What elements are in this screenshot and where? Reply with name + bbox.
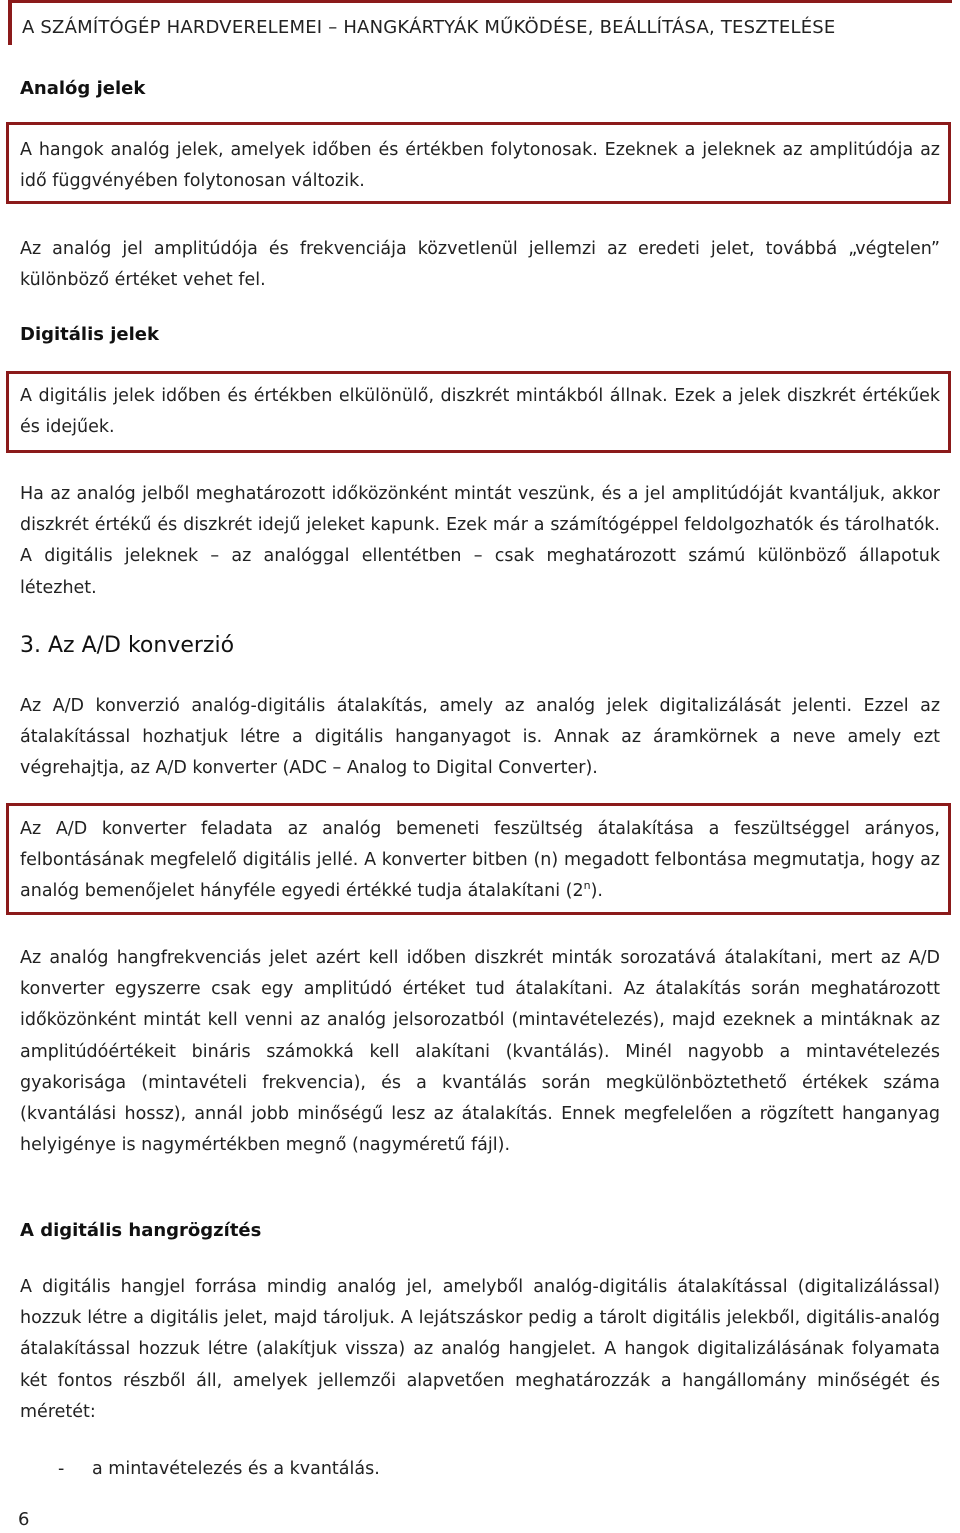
ad-converter-definition <box>20 814 940 908</box>
superscript-n: n <box>583 879 591 893</box>
list-item-text: a mintavételezés és a kvantálás. <box>92 1459 380 1479</box>
sampling-paragraph: Az analóg hangfrekvenciás jelet azért kell időben diszkrét minták sorozatává átalakítani, mert az A/D konverter egyszerre csak egy amplitúdó értéket tud átalakítani. Az átalakítás során meghatározott időközönként mintát kell venni az analóg jelsorozatból (mintavételezés), majd ezeknek a mintáknak az amplitúdóértékeit bináris számokká kell alakítani (kvantálás). Minél nagyobb a mintavételezés gyakorisága (mintavételi frekvencia), és a kvantálás során megkülönböztethető értékek száma (kvantálási hossz), annál jobb minőségű lesz az átalakítás. Ennek megfelelően a rögzített hanganyag helyigénye is nagymértékben megnő (nagyméretű fájl). <box>20 948 940 1156</box>
header-accent-bar <box>8 3 12 45</box>
heading-digital-signals: Digitális jelek <box>20 324 159 345</box>
digital-definition-text: A digitális jelek időben és értékben elkülönülő, diszkrét mintákból állnak. Ezek a jelek diszkrét értékűek és idejűek. <box>20 386 940 438</box>
page-number: 6 <box>18 1509 30 1530</box>
ad-converter-text-end: ). <box>590 881 603 902</box>
highlight-box-ad-converter <box>6 803 951 915</box>
highlight-box-digital <box>6 371 951 453</box>
list-dash: - <box>58 1459 65 1479</box>
highlight-box-analog <box>6 122 951 204</box>
ad-converter-text: Az A/D konverter feladata az analóg bemeneti feszültség átalakítása a feszültséggel arányos, felbontásának megfelelő digitális jellé. A konverter bitben (n) megadott felbontása megmutatja, hogy az analóg bemenőjelet hányféle egyedi értékké tudja átalakítani (2 <box>20 819 940 902</box>
ad-conversion-paragraph: Az A/D konverzió analóg-digitális átalakítás, amely az analóg jelek digitalizálását jelenti. Ezzel az átalakítással hozhatjuk létre a digitális hanganyagot is. Annak az áramkörnek a neve amely ezt végrehajtja, az A/D konverter (ADC – Analog to Digital Converter). <box>20 696 940 779</box>
heading-digital-recording: A digitális hangrögzítés <box>20 1220 262 1241</box>
analog-paragraph: Az analóg jel amplitúdója és frekvenciája közvetlenül jellemzi az eredeti jelet, továbbá „végtelen” különböző értéket vehet fel. <box>20 239 940 291</box>
heading-analog-signals: Analóg jelek <box>20 78 146 99</box>
digital-recording-paragraph: A digitális hangjel forrása mindig analóg jel, amelyből analóg-digitális átalakítással (digitalizálással) hozzuk létre a digitális jelet, majd tároljuk. A lejátszáskor pedig a tárolt digitális jelekből, digitális-analóg átalakítással hozzuk létre (alakítjuk vissza) az analóg hangjelet. A hangok digitalizálásának folyamata két fontos részből áll, amelyek jellemzői alapvetően meghatározzák a hangállomány minőségét és méretét: <box>20 1277 940 1422</box>
digital-paragraph: Ha az analóg jelből meghatározott időközönként mintát veszünk, és a jel amplitúdóját kvantáljuk, akkor diszkrét értékű és diszkrét idejű jeleket kapunk. Ezek már a számítógéppel feldolgozhatók és tárolhatók. A digitális jeleknek – az analóggal ellentétben – csak meghatározott számú különböző állapotuk létezhet. <box>20 484 940 598</box>
header-title: A SZÁMÍTÓGÉP HARDVERELEMEI – HANGKÁRTYÁK MŰKÖDÉSE, BEÁLLÍTÁSA, TESZTELÉSE <box>22 17 836 38</box>
page-header <box>8 0 952 45</box>
analog-definition-text: A hangok analóg jelek, amelyek időben és értékben folytonosak. Ezeknek a jeleknek az amplitúdója az idő függvényében folytonosan változik. <box>20 140 940 192</box>
heading-ad-conversion: 3. Az A/D konverzió <box>20 633 235 658</box>
